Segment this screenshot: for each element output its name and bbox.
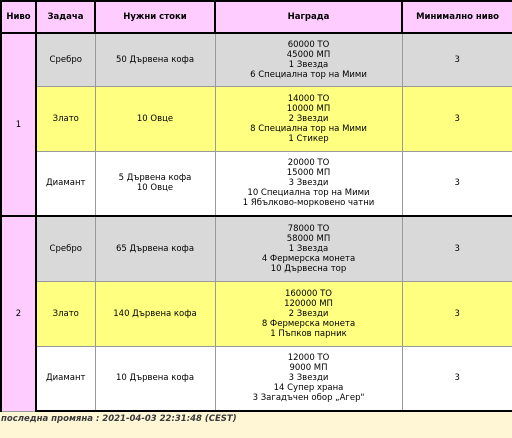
reward-cell-line: 20000 TO <box>287 158 330 169</box>
reward-cell-line: 160000 TO <box>284 288 333 299</box>
reward-cell-line: 2 Звезди <box>288 308 329 319</box>
min-level-cell: 3 <box>402 86 512 151</box>
reward-cell <box>215 151 402 216</box>
reward-cell-line: 1 Звезда <box>288 243 329 254</box>
table-row <box>1 346 512 411</box>
reward-cell <box>215 33 402 86</box>
reward-cell-line: 1 Звезда <box>288 59 329 70</box>
reward-cell-line: 9000 МП <box>289 363 328 374</box>
goods-cell-line: 10 Овце <box>136 113 174 124</box>
reward-cell <box>215 216 402 281</box>
reward-cell-line: 8 Специална тор на Мими <box>250 123 367 134</box>
level-cell: 2 <box>1 216 36 411</box>
goods-cell-line: 5 Дървена кофа <box>118 173 192 184</box>
goods-cell <box>95 281 215 346</box>
goods-cell-line: 10 Дървена кофа <box>115 373 195 384</box>
task-cell: Сребро <box>36 33 95 86</box>
goods-cell-line: 65 Дървена кофа <box>115 243 195 254</box>
table-row <box>1 151 512 216</box>
min-level-cell: 3 <box>402 151 512 216</box>
reward-cell-line: 3 Звезди <box>288 178 329 189</box>
reward-cell-line: 3 Звезди <box>288 373 329 384</box>
reward-cell-line: 14000 TO <box>287 93 330 104</box>
reward-cell-line: 60000 TO <box>287 39 330 50</box>
level-cell: 1 <box>1 33 36 216</box>
reward-cell-line: 10 Специална тор на Мими <box>247 188 370 199</box>
header-level: Ниво <box>1 1 36 33</box>
header-task: Задача <box>36 1 95 33</box>
reward-cell-line: 1 Стикер <box>288 133 329 144</box>
task-cell: Диамант <box>36 346 95 411</box>
reward-cell-line: 8 Фермерска монета <box>261 318 356 329</box>
goods-cell <box>95 86 215 151</box>
reward-cell-line: 78000 TO <box>287 223 330 234</box>
goods-cell-line: 140 Дървена кофа <box>113 308 197 319</box>
min-level-cell: 3 <box>402 346 512 411</box>
task-cell: Злато <box>36 86 95 151</box>
header-min-level: Минимално ниво <box>402 1 512 33</box>
goods-cell <box>95 216 215 281</box>
task-cell: Сребро <box>36 216 95 281</box>
table-body <box>1 33 512 411</box>
header-row <box>1 1 512 33</box>
goods-cell <box>95 33 215 86</box>
header-reward: Награда <box>215 1 402 33</box>
min-level-cell: 3 <box>402 281 512 346</box>
reward-cell-line: 12000 TO <box>287 353 330 364</box>
table-row <box>1 281 512 346</box>
reward-cell-line: 2 Звезди <box>288 113 329 124</box>
header-goods: Нужни стоки <box>95 1 215 33</box>
last-modified: последна промяна : 2021-04-03 22:31:48 (CEST) <box>1 414 237 424</box>
reward-cell-line: 1 Пъпков парник <box>270 328 347 339</box>
min-level-cell: 3 <box>402 216 512 281</box>
goods-cell <box>95 151 215 216</box>
goods-cell <box>95 346 215 411</box>
reward-cell-line: 14 Супер храна <box>273 383 344 394</box>
reward-cell-line: 1 Ябълково-морковено чатни <box>242 198 375 209</box>
table-row <box>1 216 512 281</box>
reward-cell-line: 120000 МП <box>284 298 333 309</box>
table-row <box>1 86 512 151</box>
goods-cell-line: 10 Овце <box>136 183 174 194</box>
table-row <box>1 33 512 86</box>
reward-cell-line: 45000 МП <box>286 49 331 60</box>
reward-cell-line: 10000 МП <box>286 103 331 114</box>
reward-cell-line: 58000 МП <box>286 233 331 244</box>
reward-cell-line: 6 Специална тор на Мими <box>250 69 367 80</box>
reward-cell <box>215 86 402 151</box>
reward-cell-line: 4 Фермерска монета <box>261 253 356 264</box>
reward-cell-line: 15000 МП <box>286 168 331 179</box>
goods-cell-line: 50 Дървена кофа <box>115 54 195 65</box>
reward-cell-line: 3 Загадъчен обор „Агер" <box>252 393 365 404</box>
reward-cell-line: 10 Дървесна тор <box>270 263 347 274</box>
task-cell: Злато <box>36 281 95 346</box>
min-level-cell: 3 <box>402 33 512 86</box>
reward-cell <box>215 281 402 346</box>
task-cell: Диамант <box>36 151 95 216</box>
reward-cell <box>215 346 402 411</box>
